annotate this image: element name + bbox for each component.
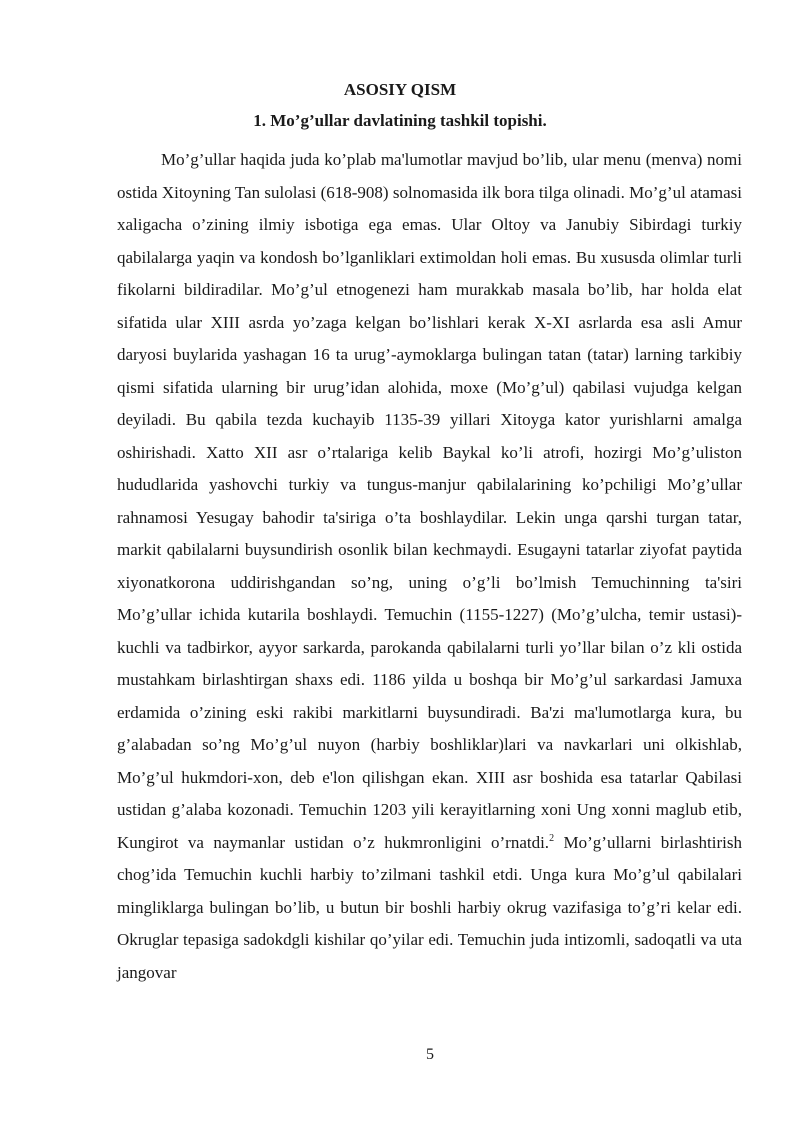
page-number: 5 (426, 1046, 434, 1063)
body-text-part-2: Mo’g’ullarni birlashtirish chog’ida Temuchin kuchli harbiy to’zilmani tashkil etdi. Unga kura Mo’g’ul qabilalari mingliklarga bulingan bo’lib, u butun bir boshli harbiy okrug vazifasiga to’g’ri kelar edi. Okruglar tepasiga sadokdgli kishilar qo’yilar edi. Temuchin juda intizomli, sadoqatli va uta jangovar (117, 832, 743, 982)
subsection-title: 1. Mo’g’ullar davlatining tashkil topishi. (253, 111, 547, 130)
body-text-part-1: Mo’g’ullar haqida juda ko’plab ma'lumotlar mavjud bo’lib, ular menu (menva) nomi ostida Xitoyning Tan sulolasi (618-908) solnomasida ilk bora tilga olinadi. Mo’g’ul atamasi xaligacha o’zining ilmiy isbotiga ega emas. Ular Oltoy va Janubiy Sibirdagi turkiy qabilalarga yaqin va kondosh bo’lganliklari extimoldan holi emas. Bu xususda olimlar turli fikolarni bildiradilar. Mo’g’ul etnogenezi ham murakkab masala bo’lib, har holda elat sifatida ular XIII asrda yo’zaga kelgan bo’lishlari kerak X-XI asrlarda esa asli Amur daryosi buylarida yashagan 16 ta urug’-aymoklarga bulingan tatan (tatar) larning tarkibiy qismi sifatida ularning bir urug’idan alohida, moxe (Mo’g’ul) qabilasi vujudga kelgan deyiladi. Bu qabila tezda kuchayib 1135-39 yillari Xitoyga kator yurishlarni amalga oshirishadi. Xatto XII asr o’rtalariga kelib Baykal ko’li atrofi, hozirgi Mo’g’uliston hududlarida yashovchi turkiy va tungus-manjur qabilalarining ko’pchiligi Mo’g’ullar rahnamosi Yesugay bahodir ta'siriga o’ta boshlaydilar. Lekin unga qarshi turgan tatar, markit qabilalarni buysundirish osonlik bilan kechmaydi. Esugayni tatarlar ziyofat paytida xiyonatkorona uddirishgandan so’ng, uning o’g’li bo’lmish Temuchinning ta'siri Mo’g’ullar ichida kutarila boshlaydi. Temuchin (1155-1227) (Mo’g’ulcha, temir ustasi)-kuchli va tadbirkor, ayyor sarkarda, parokanda qabilalarni turli yo’llar bilan o’z kli ostida mustahkam birlashtirgan shaxs edi. 1186 yilda u boshqa bir Mo’g’ul sarkardasi Jamuxa erdamida o’zining eski rakibi markitlarni buysundiradi. Ba'zi ma'lumotlarga kura, bu g’alabadan so’ng Mo’g’ul nuyon (harbiy boshliklar)lari va navkarlari uni olkishlab, Mo’g’ul hukmdori-xon, deb e'lon qilishgan ekan. XIII asr boshida esa tatarlar Qabilasi ustidan g’alaba kozonadi. Temuchin 1203 yili kerayitlarning xoni Ung xonni maglub etib, Kungirot va naymanlar ustidan o’z hukmronligini o’rnatdi. (117, 150, 742, 852)
body-paragraph (117, 144, 742, 989)
section-title: ASOSIY QISM (343, 80, 457, 99)
footnote-reference[interactable]: 2 (549, 832, 555, 844)
